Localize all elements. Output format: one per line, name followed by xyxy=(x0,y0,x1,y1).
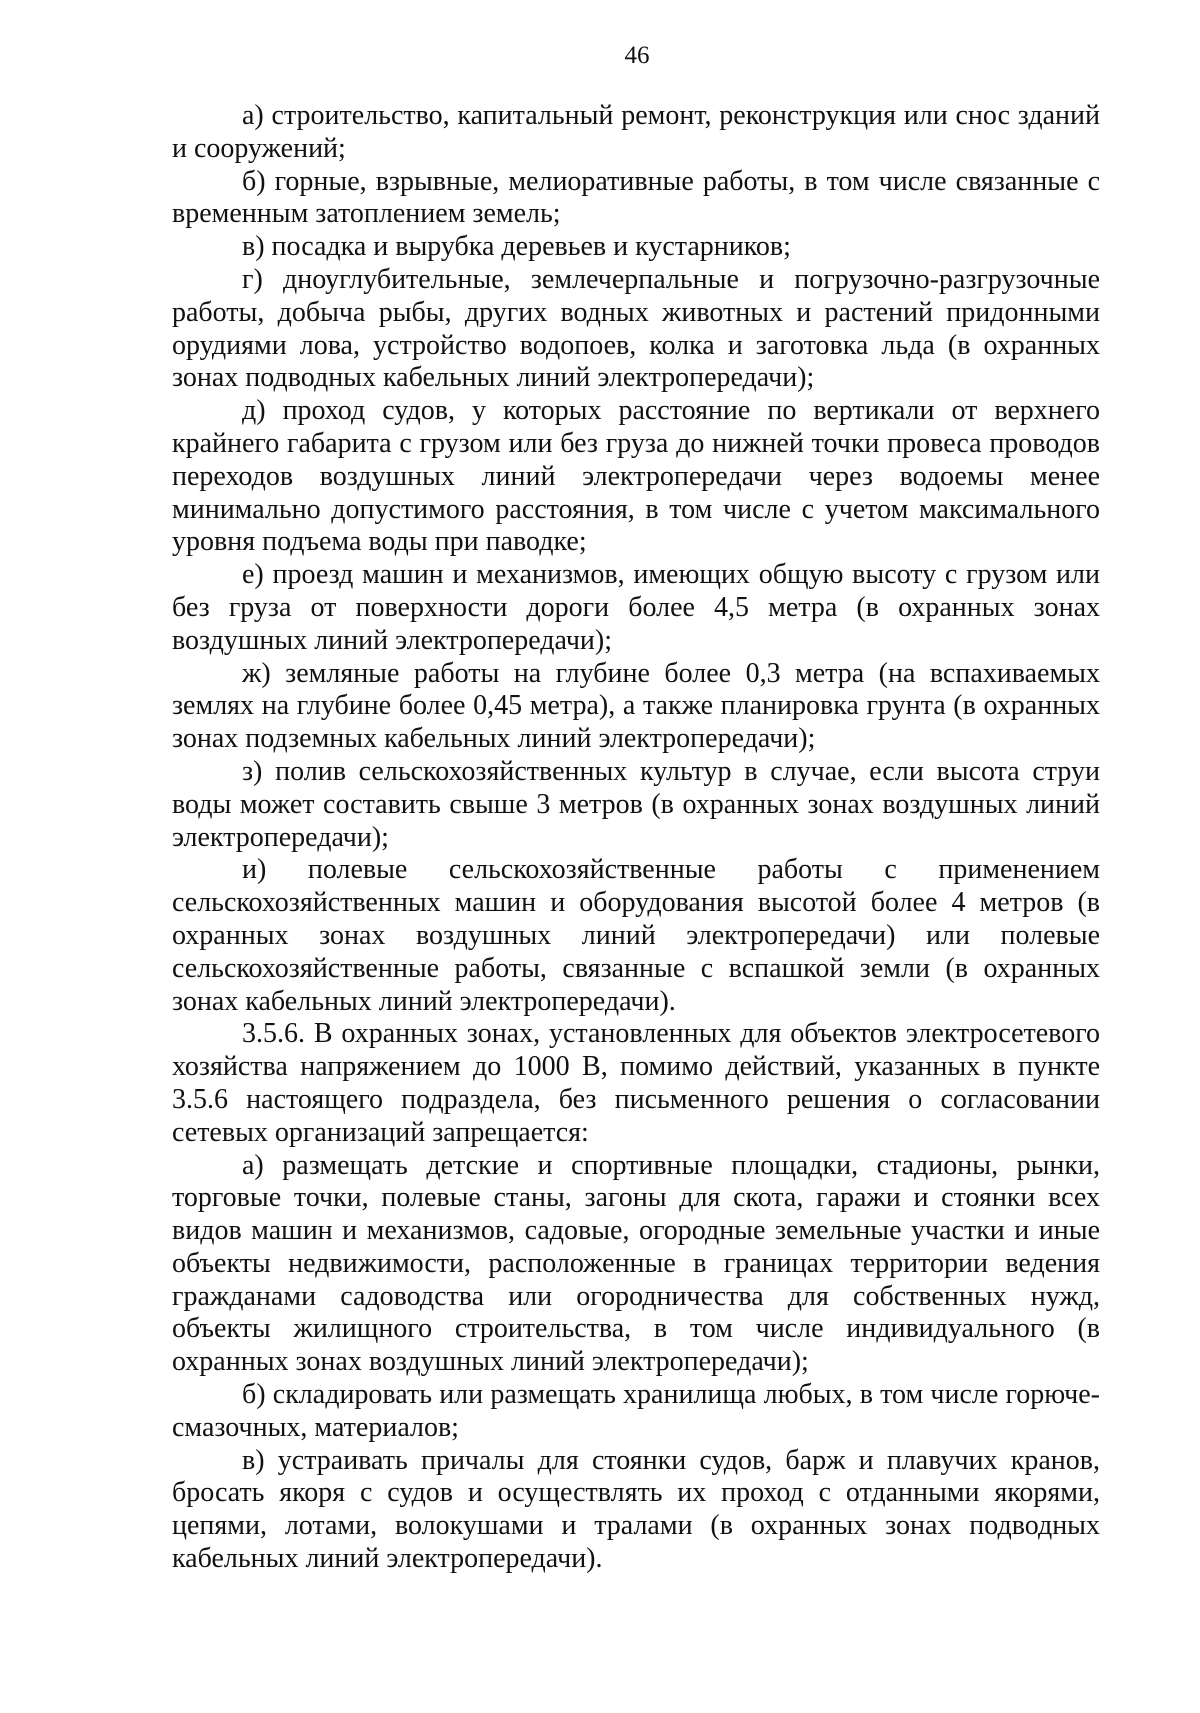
paragraph-b-storage: б) складировать или размещать хранилища любых, в том числе горюче-смазочных, материалов; xyxy=(172,1379,1100,1443)
paragraph-3-5-6-section: 3.5.6. В охранных зонах, установленных для объектов электросетевого хозяйства напряжением до 1000 В, помимо действий, указанных в пункте 3.5.6 настоящего подраздела, без письменного решения о согласовании сетевых организаций запрещается: xyxy=(172,1018,1100,1148)
paragraph-d-vessels: д) проход судов, у которых расстояние по вертикали от верхнего крайнего габарита с грузом или без груза до нижней точки провеса проводов переходов воздушных линий электропередачи через водоемы менее минимально допустимого расстояния, в том числе с учетом максимального уровня подъема воды при паводке; xyxy=(172,395,1100,558)
page-number: 46 xyxy=(624,42,650,69)
paragraph-a-playgrounds: а) размещать детские и спортивные площадки, стадионы, рынки, торговые точки, полевые станы, загоны для скота, гаражи и стоянки всех видов машин и механизмов, садовые, огородные земельные участки и иные объекты недвижимости, расположенные в границах территории ведения гражданами садоводства или огородничества для собственных нужд, объекты жилищного строительства, в том числе индивидуального (в охранных зонах воздушных линий электропередачи); xyxy=(172,1149,1100,1378)
paragraph-b-mining: б) горные, взрывные, мелиоративные работы, в том числе связанные с временным затоплением земель; xyxy=(172,165,1100,230)
paragraph-g-dredging: г) дноуглубительные, землечерпальные и погрузочно-разгрузочные работы, добыча рыбы, других водных животных и растений придонными орудиями лова, устройство водопоев, колка и заготовка льда (в охранных зонах подводных кабельных линий электропередачи); xyxy=(172,263,1100,394)
paragraph-a-construction: а) строительство, капитальный ремонт, реконструкция или снос зданий и сооружений; xyxy=(172,100,1100,164)
paragraph-v-moorings: в) устраивать причалы для стоянки судов, барж и плавучих кранов, бросать якоря с судов и осуществлять их проход с отданными якорями, цепями, лотами, волокушами и тралами (в охранных зонах подводных кабельных линий электропередачи). xyxy=(172,1444,1100,1575)
paragraph-v-planting: в) посадка и вырубка деревьев и кустарников; xyxy=(242,231,791,263)
paragraph-e-vehicles: е) проезд машин и механизмов, имеющих общую высоту с грузом или без груза от поверхности дороги более 4,5 метра (в охранных зонах воздушных линий электропередачи); xyxy=(172,559,1100,656)
paragraph-i-fieldwork: и) полевые сельскохозяйственные работы с применением сельскохозяйственных машин и оборудования высотой более 4 метров (в охранных зонах воздушных линий электропередачи) или полевые сельскохозяйственные работы, связанные с вспашкой земли (в охранных зонах кабельных линий электропередачи). xyxy=(172,854,1100,1017)
document-body xyxy=(172,100,1100,1576)
paragraph-z-irrigation: з) полив сельскохозяйственных культур в случае, если высота струи воды может составить свыше 3 метров (в охранных зонах воздушных линий электропередачи); xyxy=(172,755,1100,853)
paragraph-zh-earthworks: ж) земляные работы на глубине более 0,3 метра (на вспахиваемых землях на глубине более 0,45 метра), а также планировка грунта (в охранных зонах подземных кабельных линий электропередачи); xyxy=(172,657,1100,755)
